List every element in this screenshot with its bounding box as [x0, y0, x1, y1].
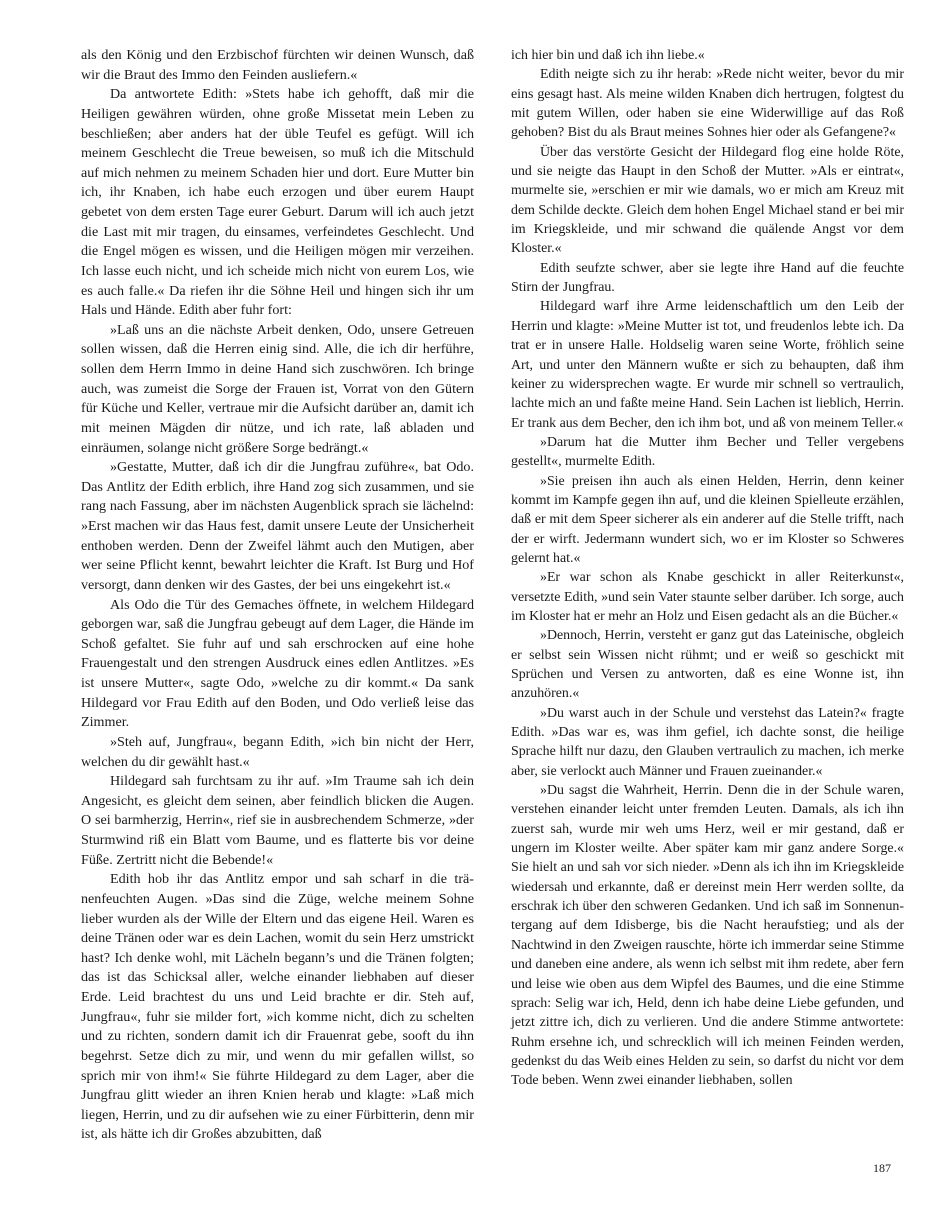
paragraph: »Er war schon als Knabe geschickt in aller Reiterkunst«, versetzte Edith, »und sein Vater staunte selber darüber. Ich sorge, auch im Kloster hat er mehr an Holz und Eisen gedacht als an die Bücher.« [511, 570, 904, 624]
paragraph: Edith hob ihr das Antlitz empor und sah scharf in die tränenfeuchten Augen. »Das sind die Züge, welche meinem Sohne lieber wurden als der Wille der Eltern und das eigene Heil. Waren es deine Tränen oder war es dein Lachen, womit du sein Herz umstrickt hast? Ich denke wohl, mit Lächeln begann’s und die Tränen folgten; das ist das Schicksal aller, welche einander liebhaben auf dieser Erde. Leid brachtest du uns und Leid brachte er dir. Steh auf, Jungfrau«, fuhr sie milder fort, »ich komme nicht, dich zu schelten und zu richten, sondern damit ich dir Frauenrat gebe, sooft du ihn begehrst. Setze dich zu mir, und wenn du mir gefallen willst, so sprich mir von ihm!« Sie führte Hildegard zu dem Lager, aber die Jungfrau glitt wieder an ihren Knien herab und klagte: »Laß mich liegen, Herrin, und zu dir aufsehen wie zu einer Fürbitterin, denn mir ist, als hätte ich dir Großes abzubitten, daß [81, 871, 474, 1143]
left-text-column [81, 46, 474, 1145]
paragraph: Hildegard sah furchtsam zu ihr auf. »Im Traume sah ich dein Angesicht, es gleicht dem seinen, aber feindlich blicken die Augen. O sei barmherzig, Herrin«, rief sie in ausbrechendem Schmerze, »der Sturmwind riß ein Blatt vom Baume, und es flatterte bis vor deine Füße. Zertritt nicht die Bebende!« [81, 773, 474, 868]
paragraph: Als Odo die Tür des Gemaches öffnete, in welchem Hildegard geborgen war, saß die Jungfrau gebeugt auf dem Lager, die Hände im Schoß gefaltet. Sie fuhr auf und sah erschrocken auf eine hohe Frauengestalt und den strengen Ausdruck eines edlen Antlitzes. »Es ist unsere Mutter«, sagte Odo, »welche zu dir kommt.« Da sank Hildegard vor Frau Edith auf den Boden, und Odo verließ leise das Zimmer. [81, 596, 474, 731]
paragraph: »Du sagst die Wahrheit, Herrin. Denn die in der Schule waren, verstehen einander leicht unter fremden Leuten. Damals, als ich ihn zuerst sah, wurde mir weh ums Herz, weil er mir gestand, daß er ungern im Kloster weilte. Aber später kam mir ganz andere Sorge.« Sie hielt an und sah vor sich nieder. »Denn als ich ihn im Kriegskleide wiedersah und erkannte, daß er dereinst mein Herr werden sollte, da erschrak ich über den schweren Gedanken. Und ich saß im Sonnenuntergang auf dem Idisberge, bis die Nacht heraufstieg; und als der Nachtwind in den Zweigen rauschte, hörte ich immerdar seine Stimme und daneben eine andere, als wenn ich selbst mit ihm redete, aber fern und leise wie oben aus dem Wipfel des Baumes, und die eine Stimme sprach: Selig war ich, Held, denn ich habe deine Liebe gefunden, und jetzt zittre ich, dich zu verlieren. Und die andere Stimme antwortete: Ruhm ersehne ich, und schrecklich will ich meinen Feinden werden, gedenkst du das Weib eines Helden zu sein, so darfst du nicht vor dem Tode beben. Wenn zwei einander liebhaben, sollen [511, 783, 904, 1089]
paragraph: ich hier bin und daß ich ihn liebe.« [511, 48, 705, 63]
paragraph: Da antwortete Edith: »Stets habe ich gehofft, daß mir die Heiligen gewähren würden, ohne große Missetat mein Leben zu beschließen; aber anders hat der üble Teufel es gefügt. Will ich meinem Geschlecht die Treue beweisen, so muß ich die Mitschuld auf mich nehmen zu meinem Schaden hier und dort. Eure Mutter bin ich, ihr Knaben, ich habe euch erzogen und über eurem Haupt gebetet von dem ersten Tage eurer Geburt. Darum will ich auch jetzt die Last mit mir tragen, du einsames, verfeindetes Geschlecht. Und die Engel mögen es wissen, und die Heiligen mögen mir verzeihen. Ich lasse euch nicht, und ich scheide mich nicht von eurem Los, wie es auch falle.« Da riefen ihr die Söhne Heil und hingen sich ihr um Hals und Hände. Edith aber fuhr fort: [81, 86, 474, 319]
paragraph: Über das verstörte Gesicht der Hildegard flog eine holde Röte, und sie neigte das Haupt in den Schoß der Mutter. »Als er eintrat«, murmelte sie, »erschien er mir wie damals, wo er mich am Kreuz mit dem Schilde deckte. Gleich dem hohen Engel Michael stand er bei mir im Kriegskleide, und mir schwand die quälende Angst vor dem Kloster.« [511, 144, 904, 257]
paragraph: Edith neigte sich zu ihr herab: »Rede nicht weiter, bevor du mir eins gesagt hast. Als meine wilden Knaben dich hertrugen, folgtest du mit gutem Willen, oder haben sie eine Widerwillige auf das Roß gehoben? Bist du als Braut meines Sohnes hier oder als Gefangene?« [511, 67, 904, 141]
paragraph: Edith seufzte schwer, aber sie legte ihre Hand auf die feuchte Stirn der Jungfrau. [511, 260, 904, 296]
paragraph: »Du warst auch in der Schule und verstehst das Latein?« fragte Edith. »Das war es, was ihm gefiel, ich dachte sonst, die heilige Sprache hilft nur dazu, den Glauben vertraulich zu machen, ich merke aber, sie verlockt auch Männer und Frauen zueinander.« [511, 705, 904, 779]
right-text-column [511, 46, 904, 1091]
paragraph: »Gestatte, Mutter, daß ich dir die Jungfrau zuführe«, bat Odo. Das Antlitz der Edith erblich, ihre Hand zog sich zusammen, und sie rang nach Fassung, aber im nächsten Augenblick sprach sie lächelnd: »Erst machen wir das Haus fest, damit unsere Leute der Unsicherheit enthoben werden. Denn der Zweifel lähmt auch den Mutigen, aber wer seine Pflicht kennt, bewahrt leichter die Kraft. Ist Burg und Hof versorgt, dann denken wir des Gastes, der bei uns eingekehrt ist.« [81, 459, 474, 593]
page-number: 187 [873, 1161, 891, 1175]
paragraph: Hildegard warf ihre Arme leidenschaftlich um den Leib der Herrin und klagte: »Meine Mutter ist tot, und freudenlos lebte ich. Da trat er in unsere Halle. Holdselig waren seine Worte, fröhlich seine Art, und unter den Männern wußte er sich zu behaupten, daß ihm keiner zu widersprechen wagte. Er wurde mir schnell so vertraulich, lachte mich an und faßte meine Hand. Sein Lachen ist lieblich, Herrin. Er trank aus dem Becher, den ich ihm bot, und aß von meinem Teller.« [511, 299, 904, 431]
paragraph: »Laß uns an die nächste Arbeit denken, Odo, unsere Getreuen sollen wissen, daß die Herren einig sind. Alle, die ich dir herführe, sollen dem Herrn Immo in deine Hand sich zuschwören. Ich bringe auch, was zumeist die Sorge der Frauen ist, Vorrat von den Gütern für Küche und Keller, vertraue mir die Aufsicht darüber an, damit ich mit meinen Mägden dir nütze, und ich rate, laß abladen und einräumen, solange nicht größere Sorge bedrängt.« [81, 321, 474, 456]
paragraph: »Sie preisen ihn auch als einen Helden, Herrin, denn keiner kommt im Kampfe gegen ihn auf, und die kleinen Spielleute erzählen, daß er mit dem Speer sicherer als ein anderer auf die Stelle trifft, nach der er wirft. Jedermann wundert sich, wo er im Kloster so Schweres gelernt hat.« [511, 473, 904, 566]
paragraph: als den König und den Erzbischof fürchten wir deinen Wunsch, daß wir die Braut des Immo den Feinden ausliefern.« [81, 47, 474, 83]
paragraph: »Dennoch, Herrin, versteht er ganz gut das Lateinische, obgleich er selbst sein Wissen nicht rühmt; und er weiß so geschickt mit Sprüchen und Versen zu antworten, daß es eine Wonne ist, ihn anzuhören.« [511, 628, 904, 702]
paragraph: »Darum hat die Mutter ihm Becher und Teller vergebens gestellt«, murmelte Edith. [511, 434, 904, 470]
paragraph: »Steh auf, Jungfrau«, begann Edith, »ich bin nicht der Herr, welchen du dir gewählt hast.« [81, 733, 474, 770]
